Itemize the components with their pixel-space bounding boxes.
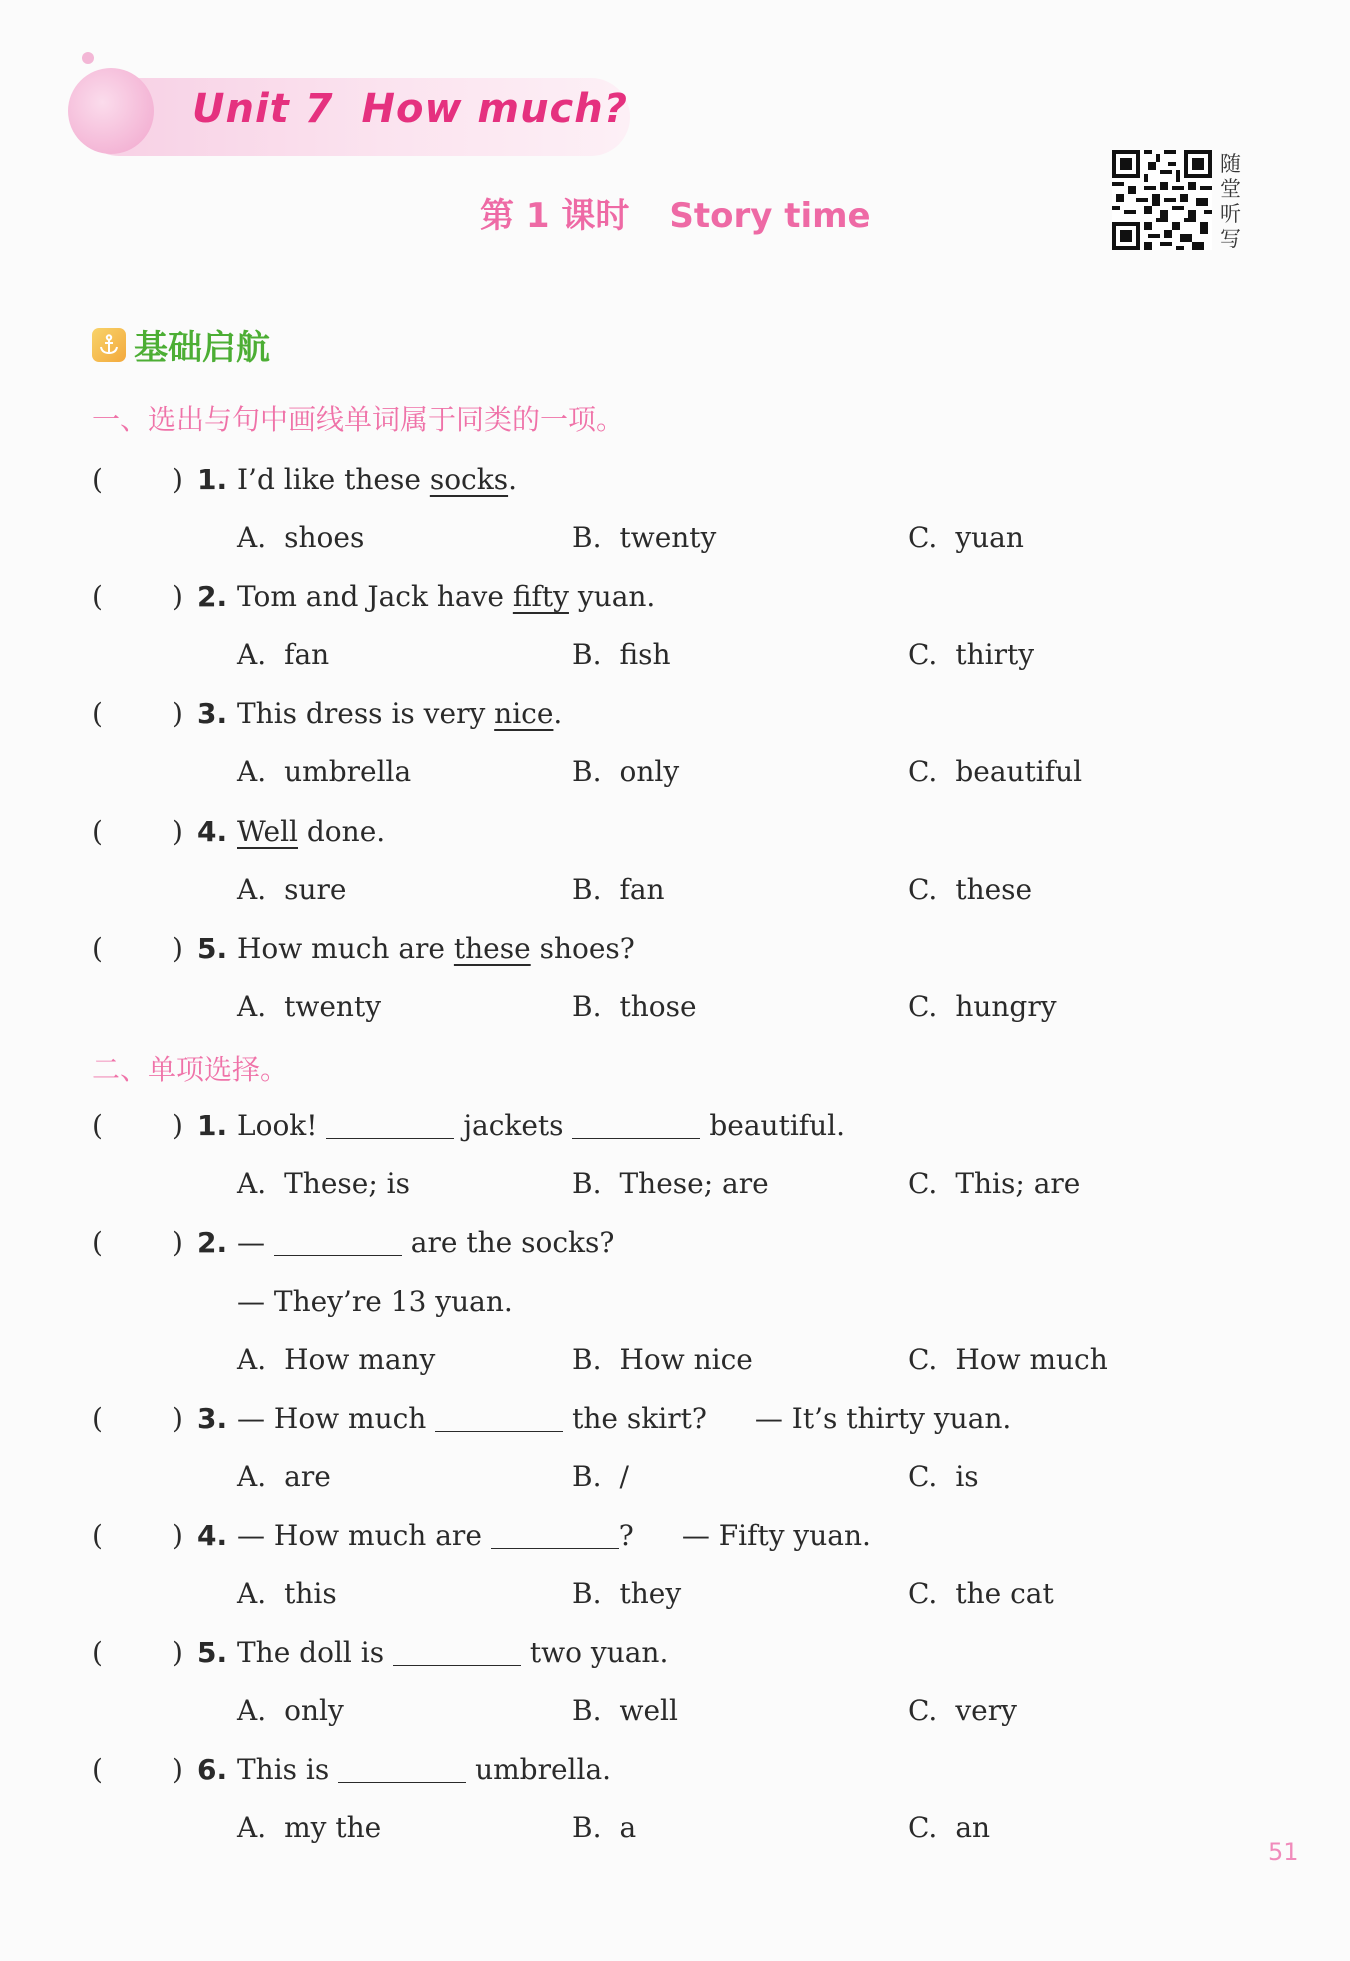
question-number: 1. [197,463,228,496]
answer-slot[interactable] [106,812,168,852]
option-text: yuan [955,521,1024,554]
answer-slot[interactable] [106,929,168,969]
section-header [92,320,270,369]
option-letter: C. [908,755,938,788]
text-segment: . [553,697,563,730]
answer-paren-close: ) [172,1519,183,1552]
answer-paren-open: ( [92,1519,103,1552]
option-text: a [619,1811,637,1844]
lesson-label: 第 1 课时 [480,196,630,236]
answer-paren-open: ( [92,463,103,496]
reply-text: — Fifty yuan. [681,1519,871,1552]
option-text: is [955,1460,979,1493]
option-a[interactable] [237,1164,410,1204]
answer-paren-close: ) [172,1402,183,1435]
option-letter: B. [572,1167,602,1200]
option-letter: B. [572,1460,602,1493]
option-c[interactable] [908,635,1034,675]
text-segment: — [237,1226,274,1259]
option-text: are [284,1460,331,1493]
option-b[interactable] [572,1164,769,1204]
option-letter: B. [572,755,602,788]
option-b[interactable] [572,1691,678,1731]
question-number: 4. [197,1519,228,1552]
unit-title [192,86,656,132]
answer-paren-open: ( [92,1402,103,1435]
option-letter: B. [572,1694,602,1727]
answer-paren-close: ) [172,1109,183,1142]
option-text: twenty [619,521,717,554]
option-letter: C. [908,1577,938,1610]
answer-paren-close: ) [172,580,183,613]
text-segment: shoes? [530,932,635,965]
option-letter: A. [237,521,267,554]
option-text: fan [284,638,330,671]
answer-paren-open: ( [92,1636,103,1669]
qr-code-icon[interactable] [1112,150,1212,250]
answer-slot[interactable] [106,1399,168,1439]
text-segment: done. [297,815,386,848]
text-segment: the skirt? [563,1402,707,1435]
option-letter: A. [237,1577,267,1610]
question-text [237,460,517,500]
question-text [237,1633,668,1673]
text-segment: — How much [237,1402,436,1435]
option-letter: B. [572,1577,602,1610]
option-text: These; is [284,1167,411,1200]
answer-slot[interactable] [106,577,168,617]
question-text [237,1516,871,1556]
option-text: How many [284,1343,436,1376]
question-text [237,1399,1011,1439]
question-text [237,577,655,617]
question-number: 6. [197,1753,228,1786]
underlined-word: Well [237,815,298,848]
option-text: only [619,755,680,788]
text-segment: ? [618,1519,634,1552]
section-label: 基础启航 [134,328,270,368]
text-segment: This is [237,1753,339,1786]
answer-slot[interactable] [106,694,168,734]
option-text: hungry [955,990,1057,1023]
text-segment: This dress is very [237,697,495,730]
option-letter: B. [572,638,602,671]
answer-paren-open: ( [92,1226,103,1259]
question-text [237,812,385,852]
question-number: 3. [197,1402,228,1435]
option-a[interactable] [237,1340,435,1380]
option-text: this [284,1577,337,1610]
blank-line[interactable] [435,1401,563,1432]
blank-line[interactable] [326,1108,454,1139]
option-letter: A. [237,638,267,671]
option-c[interactable] [908,518,1024,558]
answer-paren-close: ) [172,697,183,730]
option-letter: C. [908,990,938,1023]
text-segment: Tom and Jack have [237,580,513,613]
option-text: those [619,990,697,1023]
text-segment: Look! [237,1109,327,1142]
option-letter: A. [237,1811,267,1844]
text-segment: How much are [237,932,454,965]
option-text: sure [284,873,347,906]
option-letter: C. [908,1343,938,1376]
option-text: shoes [284,521,365,554]
option-letter: C. [908,638,938,671]
mascot-circle-icon [68,68,154,154]
option-text: they [619,1577,682,1610]
question-number: 5. [197,932,228,965]
option-letter: C. [908,1811,938,1844]
option-letter: C. [908,1167,938,1200]
lesson-title [480,188,871,237]
answer-slot[interactable] [106,460,168,500]
underlined-word: these [453,932,531,965]
text-segment: two yuan. [521,1636,669,1669]
option-text: twenty [284,990,382,1023]
anchor-icon [92,328,126,362]
question-number: 1. [197,1109,228,1142]
option-letter: B. [572,521,602,554]
option-a[interactable] [237,518,364,558]
answer-slot[interactable] [106,1516,168,1556]
question-text [237,929,635,969]
text-segment: — How much are [237,1519,491,1552]
option-text: an [955,1811,991,1844]
option-letter: B. [572,1343,602,1376]
option-c[interactable] [908,1691,1017,1731]
option-b[interactable] [572,752,679,792]
option-text: How much [955,1343,1108,1376]
answer-paren-close: ) [172,1753,183,1786]
question-text [237,694,562,734]
option-letter: A. [237,1343,267,1376]
option-b[interactable] [572,635,671,675]
answer-paren-close: ) [172,815,183,848]
option-text: the cat [955,1577,1054,1610]
text-segment: . [508,463,517,496]
underlined-word: nice [494,697,554,730]
underlined-word: socks [429,463,509,496]
option-a[interactable] [237,1691,344,1731]
unit-label: Unit 7 [192,86,334,132]
option-b[interactable] [572,987,697,1027]
blank-line[interactable] [572,1108,700,1139]
text-segment: jackets [454,1109,573,1142]
lesson-name: Story time [669,196,871,236]
option-c[interactable] [908,752,1082,792]
answer-paren-open: ( [92,697,103,730]
option-b[interactable] [572,1340,753,1380]
answer-paren-open: ( [92,815,103,848]
option-letter: C. [908,873,938,906]
question-number: 4. [197,815,228,848]
text-segment: The doll is [237,1636,393,1669]
answer-paren-open: ( [92,932,103,965]
answer-paren-open: ( [92,580,103,613]
option-letter: A. [237,873,267,906]
option-c[interactable] [908,1164,1080,1204]
option-text: only [284,1694,344,1727]
option-b[interactable] [572,518,716,558]
answer-slot[interactable] [106,1633,168,1673]
option-b[interactable] [572,1574,681,1614]
option-text: fish [619,638,671,671]
blank-line[interactable] [393,1635,521,1666]
reply-text: — It’s thirty yuan. [754,1402,1012,1435]
question-number: 2. [197,580,228,613]
answer-paren-close: ) [172,1226,183,1259]
answer-paren-open: ( [92,1753,103,1786]
option-text: This; are [955,1167,1081,1200]
option-letter: B. [572,990,602,1023]
question-text [237,1106,845,1146]
option-letter: B. [572,873,602,906]
option-letter: A. [237,1167,267,1200]
option-b[interactable] [572,1457,629,1497]
text-segment: umbrella. [466,1753,612,1786]
option-a[interactable] [237,870,346,910]
blank-line[interactable] [338,1752,466,1783]
option-c[interactable] [908,1574,1054,1614]
answer-paren-close: ) [172,463,183,496]
option-letter: C. [908,1694,938,1727]
option-a[interactable] [237,635,329,675]
decor-dot [82,52,94,64]
option-text: well [619,1694,678,1727]
reply-line: — They’re 13 yuan. [237,1285,513,1318]
question-number: 2. [197,1226,228,1259]
question-text [237,1750,611,1790]
blank-line[interactable] [491,1518,619,1549]
option-c[interactable] [908,987,1057,1027]
option-text: umbrella [284,755,412,788]
option-a[interactable] [237,1574,337,1614]
answer-slot[interactable] [106,1750,168,1790]
qr-caption: 随堂听写 [1220,152,1241,251]
option-text: How nice [619,1343,753,1376]
option-letter: A. [237,990,267,1023]
option-letter: A. [237,1460,267,1493]
option-c[interactable] [908,870,1032,910]
part2-heading: 二、单项选择。 [92,1053,289,1086]
text-segment: beautiful. [700,1109,846,1142]
option-a[interactable] [237,1808,381,1848]
option-b[interactable] [572,1808,636,1848]
answer-paren-open: ( [92,1109,103,1142]
option-text: very [955,1694,1017,1727]
option-letter: A. [237,755,267,788]
option-text: these [955,873,1033,906]
option-letter: B. [572,1811,602,1844]
text-segment: yuan. [568,580,656,613]
option-text: / [619,1460,629,1493]
answer-slot[interactable] [106,1223,168,1263]
text-segment: I’d like these [237,463,430,496]
blank-line[interactable] [274,1225,402,1256]
option-text: my the [284,1811,382,1844]
option-letter: A. [237,1694,267,1727]
option-text: beautiful [955,755,1083,788]
question-number: 3. [197,697,228,730]
part1-heading: 一、选出与句中画线单词属于同类的一项。 [92,403,625,436]
underlined-word: fifty [512,580,569,613]
option-text: thirty [955,638,1035,671]
option-c[interactable] [908,1808,990,1848]
option-a[interactable] [237,987,381,1027]
text-segment: are the socks? [401,1226,615,1259]
option-text: These; are [619,1167,769,1200]
answer-paren-close: ) [172,1636,183,1669]
option-c[interactable] [908,1457,979,1497]
option-a[interactable] [237,1457,331,1497]
page-number: 51 [1268,1838,1299,1866]
option-c[interactable] [908,1340,1108,1380]
option-a[interactable] [237,752,411,792]
question-text [237,1223,614,1263]
question-number: 5. [197,1636,228,1669]
option-letter: C. [908,521,938,554]
unit-name: How much? [361,86,628,132]
option-text: fan [619,873,665,906]
option-b[interactable] [572,870,665,910]
option-letter: C. [908,1460,938,1493]
answer-paren-close: ) [172,932,183,965]
answer-slot[interactable] [106,1106,168,1146]
